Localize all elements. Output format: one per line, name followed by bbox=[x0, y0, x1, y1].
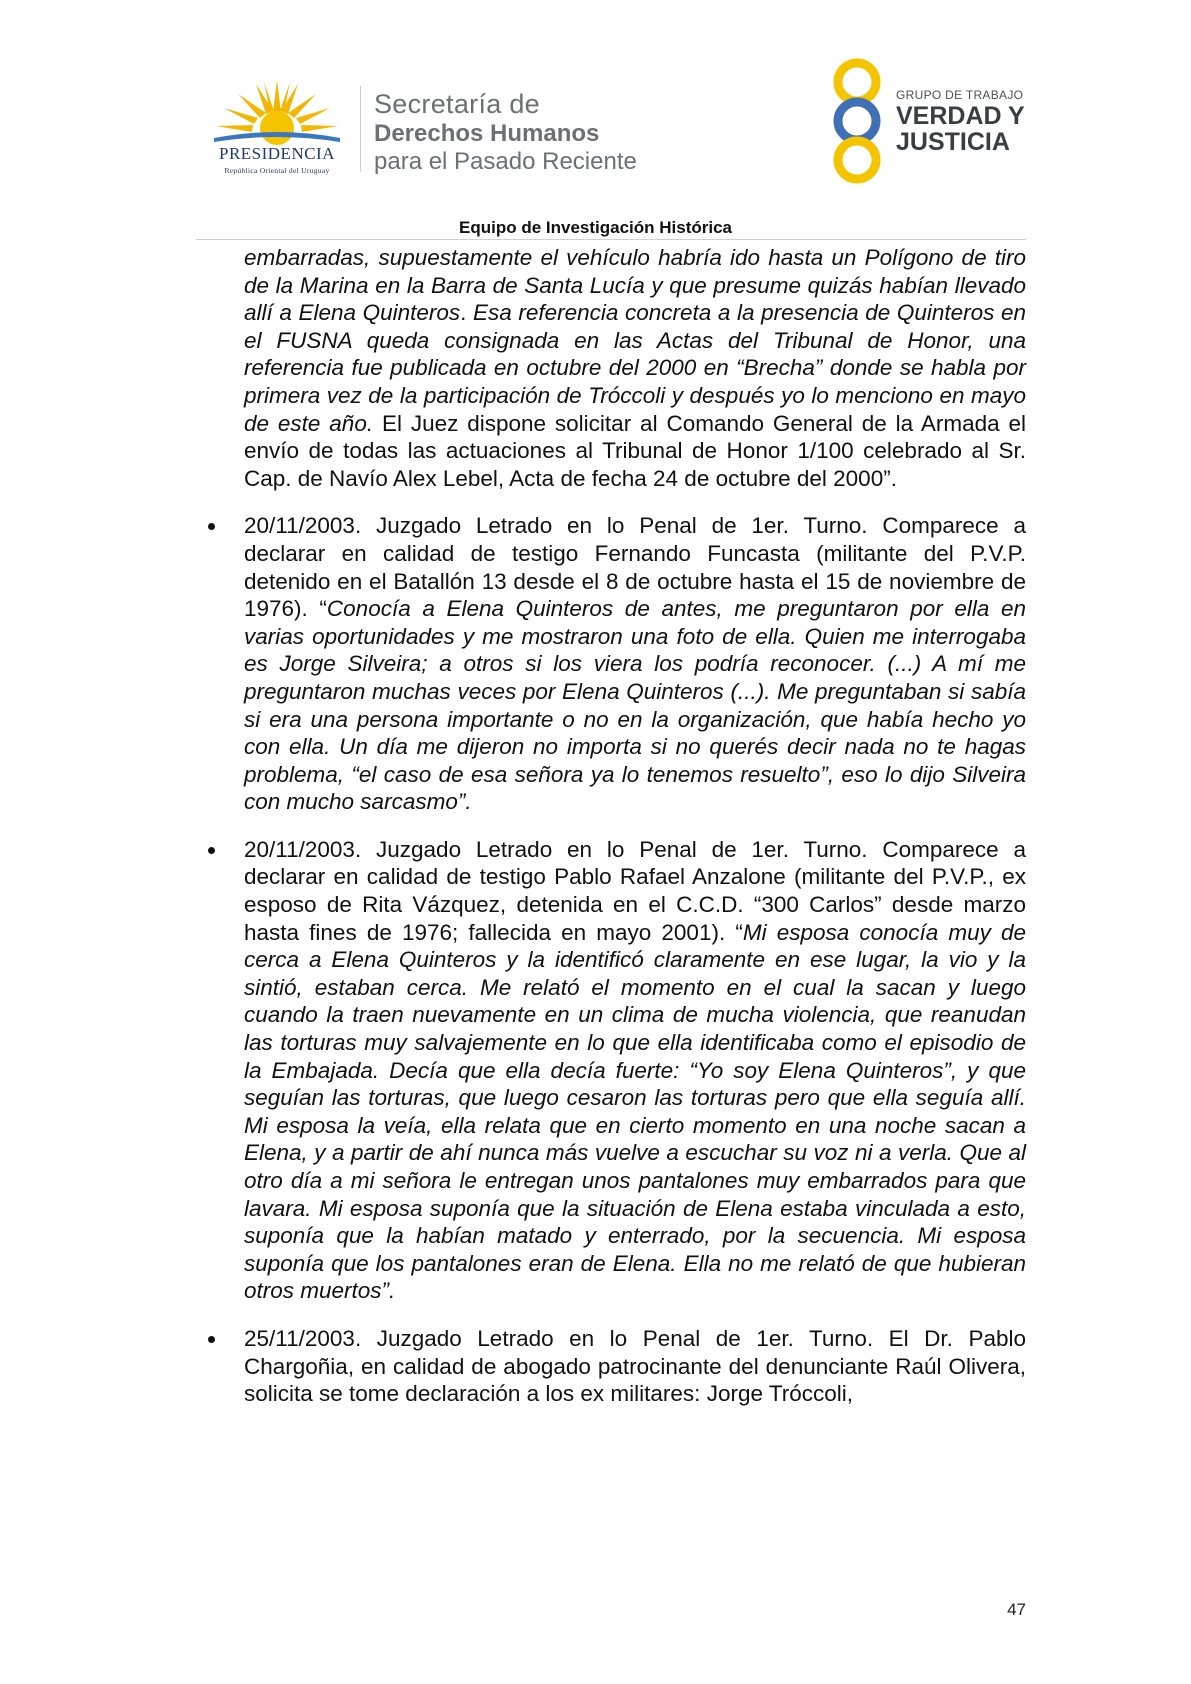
list-item bbox=[196, 836, 1026, 1305]
bullet-icon bbox=[208, 523, 215, 530]
justicia-label: JUSTICIA bbox=[896, 128, 1010, 156]
header-divider bbox=[360, 86, 361, 172]
rings-emblem-icon bbox=[822, 58, 892, 184]
list-item bbox=[196, 1325, 1026, 1408]
plain-text: . bbox=[460, 300, 473, 326]
list-item bbox=[196, 512, 1026, 816]
page-number: 47 bbox=[1007, 1600, 1026, 1619]
plain-text: 20/11/2003. Juzgado Letrado en lo Penal de 1er. Turno. Comparece a declarar en calidad de testigo Fernando Funcasta (militante del P.V.P. detenido en el Batallón 13 desde el 8 de octubre hasta el 15 de noviembre de 1976). “ bbox=[244, 513, 1026, 622]
quote-text: embarradas, supuestamente el vehículo habría ido hasta un Polígono de tiro de la Marina en la Barra de Santa Lucía y que presume quizás habían llevado allí a Elena Quinteros bbox=[244, 245, 1026, 326]
secretaria-line-3: para el Pasado Reciente bbox=[374, 148, 637, 175]
quote-text: Mi esposa conocía muy de cerca a Elena Quinteros y la identificó claramente en ese lugar, la vio y la sintió, estaban cerca. Me relató el momento en el cual la sacan y luego cuando la traen nuevamente en un clima de mucha violencia, que reanudan las torturas muy salvajemente en lo que ella identificaba como el episodio de la Embajada. Decía que ella decía fuerte: “Yo soy Elena Quinteros”, y que seguían las torturas, que luego cesaron las torturas pero que ella seguía allí. Mi esposa la veía, ella relata que en cierto momento en una noche sacan a Elena, y a partir de ahí nunca más vuelve a escuchar su voz ni a verla. Que al otro día a mi señora le entregan unos pantalones muy embarrados para que lavara. Mi esposa suponía que la situación de Elena estaba vinculada a esto, suponía que la habían matado y enterrado, por la secuencia. Mi esposa suponía que los pantalones eran de Elena. Ella no me relató de que hubieran otros muertos”. bbox=[244, 919, 1026, 1304]
plain-text: El Juez dispone solicitar al Comando General de la Armada el envío de todas las actuaciones al Tribunal de Honor 1/100 celebrado al Sr. Cap. de Navío Alex Lebel, Acta de fecha 24 de octubre del 2000”. bbox=[244, 410, 1026, 491]
verdad-justicia-logo bbox=[822, 58, 1042, 184]
secretaria-title bbox=[374, 88, 694, 176]
plain-text: 25/11/2003. Juzgado Letrado en lo Penal de 1er. Turno. El Dr. Pablo Chargoñia, en calidad de abogado patrocinante del denunciante Raúl Olivera, solicita se tome declaración a los ex militares: Jorge Tróccoli, bbox=[244, 1325, 1026, 1407]
quote-text: Conocía a Elena Quinteros de antes, me preguntaron por ella en varias oportunidades y me mostraron una foto de ella. Quien me interrogaba es Jorge Silveira; a otros si los viera los podría reconocer. (...) A mí me preguntaron muchas veces por Elena Quinteros (...). Me preguntaban si sabía si era una persona importante o no en la organización, que había hecho yo con ella. Un día me dijeron no importa si no querés decir nada no te hagas problema, “el caso de esa señora ya lo tenemos resuelto”, eso lo dijo Silveira con mucho sarcasmo”. bbox=[244, 596, 1027, 815]
quote-text: Esa referencia concreta a la presencia de Quinteros en el FUSNA queda consignada en las Actas del Tribunal de Honor, una referencia fue publicada en octubre del 2000 en “Brecha” donde se habla por primera vez de la participación de Tróccoli y después yo lo menciono en mayo de este año. bbox=[244, 300, 1026, 436]
header-rule bbox=[196, 239, 1026, 240]
page-header bbox=[0, 0, 1191, 240]
presidencia-subtitle: República Oriental del Uruguay bbox=[224, 166, 330, 175]
document-body bbox=[196, 244, 1026, 1408]
bullet-icon bbox=[208, 1336, 215, 1343]
secretaria-line-2: Derechos Humanos bbox=[374, 120, 600, 147]
plain-text: 20/11/2003. Juzgado Letrado en lo Penal de 1er. Turno. Comparece a declarar en calidad de testigo Pablo Rafael Anzalone (militante del P.V.P., ex esposo de Rita Vázquez, detenida en el C.C.D. “300 Carlos” desde marzo hasta fines de 1976; fallecida en mayo 2001). “ bbox=[244, 836, 1026, 945]
grupo-de-trabajo-label: GRUPO DE TRABAJO bbox=[896, 88, 1024, 102]
continued-paragraph bbox=[196, 244, 1026, 492]
verdad-label: VERDAD Y bbox=[896, 102, 1025, 130]
secretaria-line-1: Secretaría de bbox=[374, 89, 540, 119]
sun-emblem-icon bbox=[196, 78, 358, 148]
section-title: Equipo de Investigación Histórica bbox=[459, 218, 732, 237]
bullet-icon bbox=[208, 847, 215, 854]
presidencia-logo bbox=[196, 78, 358, 178]
presidencia-name: PRESIDENCIA bbox=[218, 144, 335, 163]
